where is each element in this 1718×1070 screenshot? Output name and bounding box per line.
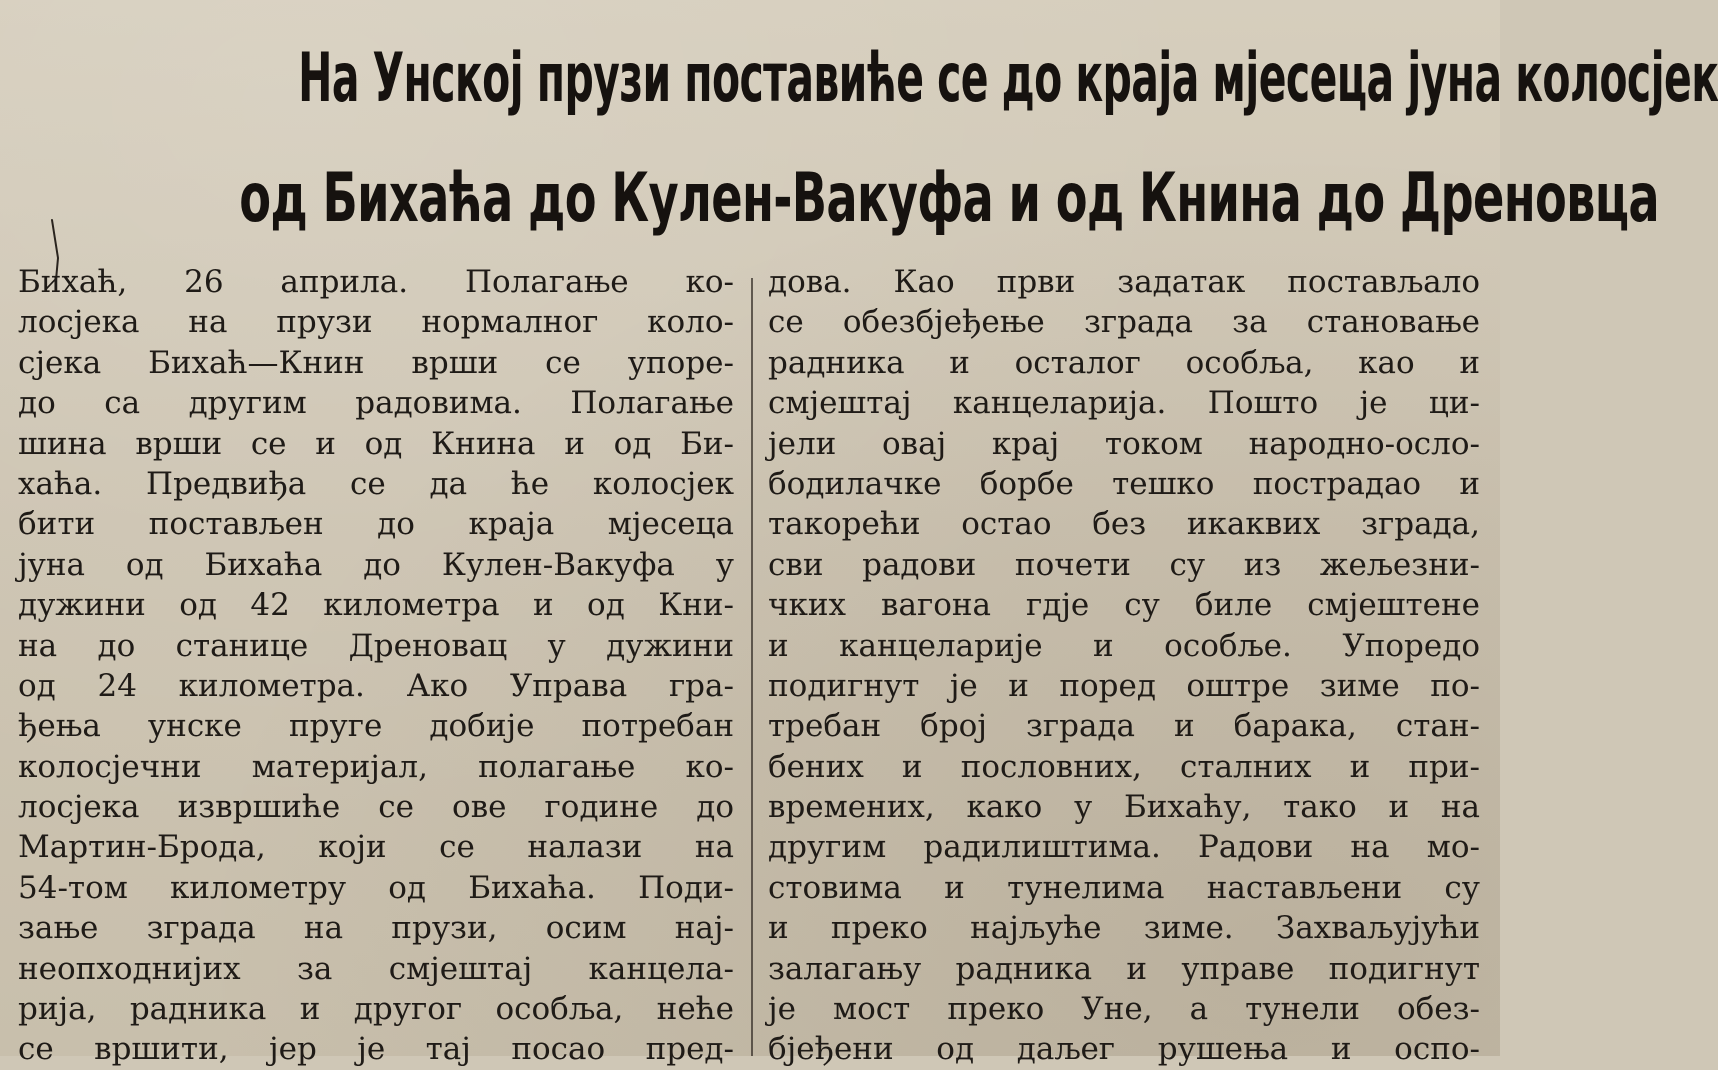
article-text-line: бених и пословних, сталних и при- bbox=[768, 748, 1480, 785]
article-text-line: неопходнијих за смјештај канцела- bbox=[18, 950, 734, 987]
article-text-line: подигнут је и поред оштре зиме по- bbox=[768, 667, 1480, 704]
article-text-line: чких вагона гдје су биле смјештене bbox=[768, 587, 1480, 624]
article-text-line: другим радилиштима. Радови на мо- bbox=[768, 829, 1480, 866]
article-text-line: бјеђени од даљег рушења и оспо- bbox=[768, 1031, 1480, 1068]
article-text-line: колосјечни материјал, полагање ко- bbox=[18, 748, 734, 785]
article-column-right bbox=[768, 262, 1480, 1070]
article-text-line: требан број зграда и барака, стан- bbox=[768, 708, 1480, 745]
headline-line-1: На Унској прузи поставиће се до краја мјесеца јуна колосјек bbox=[298, 39, 1718, 118]
article-text-line: шина врши се и од Книна и од Би- bbox=[18, 425, 734, 462]
article-text-line: сјека Бихаћ—Книн врши се упоре- bbox=[18, 344, 734, 381]
article-text-line: Бихаћ, 26 априла. Полагање ко- bbox=[18, 264, 734, 300]
headline-line-2: од Бихаћа до Кулен-Вакуфа и од Книна до Дреновца bbox=[239, 159, 1659, 238]
article-text-line: до са другим радовима. Полагање bbox=[18, 385, 734, 422]
article-text-line: радника и осталог особља, као и bbox=[768, 344, 1480, 381]
article-text-line: на до станице Дреновац у дужини bbox=[18, 627, 734, 664]
article-text-line: лосјека на прузи нормалног коло- bbox=[18, 304, 734, 341]
article-column-left bbox=[18, 262, 734, 1070]
article-text-line: Мартин-Брода, који се налази на bbox=[18, 829, 734, 866]
article-text-line: рија, радника и другог особља, неће bbox=[18, 991, 734, 1028]
article-text-line: се вршити, јер је тај посао пред- bbox=[18, 1031, 734, 1068]
article-text-line: сви радови почети су из жељезни- bbox=[768, 546, 1480, 583]
article-text-line: бити постављен до краја мјесеца bbox=[18, 506, 734, 543]
article-text-line: дужини од 42 километра и од Кни- bbox=[18, 587, 734, 624]
article-text-line: зање зграда на прузи, осим нај- bbox=[18, 910, 734, 947]
article-text-line: од 24 километра. Ако Управа гра- bbox=[18, 667, 734, 704]
article-text-line: се обезбјеђење зграда за становање bbox=[768, 304, 1480, 341]
article-text-line: ђења унске пруге добије потребан bbox=[18, 708, 734, 745]
article-text-line: стовима и тунелима настављени су bbox=[768, 869, 1480, 906]
column-divider bbox=[751, 278, 753, 1056]
article-text-line: времених, како у Бихаћу, тако и на bbox=[768, 789, 1480, 826]
article-text-line: залагању радника и управе подигнут bbox=[768, 950, 1480, 987]
article-text-line: јуна од Бихаћа до Кулен-Вакуфа у bbox=[18, 546, 734, 583]
article-text-line: бодилачке борбе тешко пострадао и bbox=[768, 465, 1480, 502]
article-text-line: хаћа. Предвиђа се да ће колосјек bbox=[18, 465, 734, 502]
article-text-line: јели овај крај током народно-осло- bbox=[768, 425, 1480, 462]
article-text-line: такорећи остао без икаквих зграда, bbox=[768, 506, 1480, 543]
article-text-line: дова. Као први задатак постављало bbox=[768, 264, 1480, 300]
article-text-line: смјештај канцеларија. Пошто је ци- bbox=[768, 385, 1480, 422]
article-text-line: 54-том километру од Бихаћа. Поди- bbox=[18, 869, 734, 906]
article-text-line: и преко најљуће зиме. Захваљујући bbox=[768, 910, 1480, 947]
article-text-line: је мост преко Уне, а тунели обез- bbox=[768, 991, 1480, 1028]
article-text-line: лосјека извршиће се ове године до bbox=[18, 789, 734, 826]
article-text-line: и канцеларије и особље. Упоредо bbox=[768, 627, 1480, 664]
